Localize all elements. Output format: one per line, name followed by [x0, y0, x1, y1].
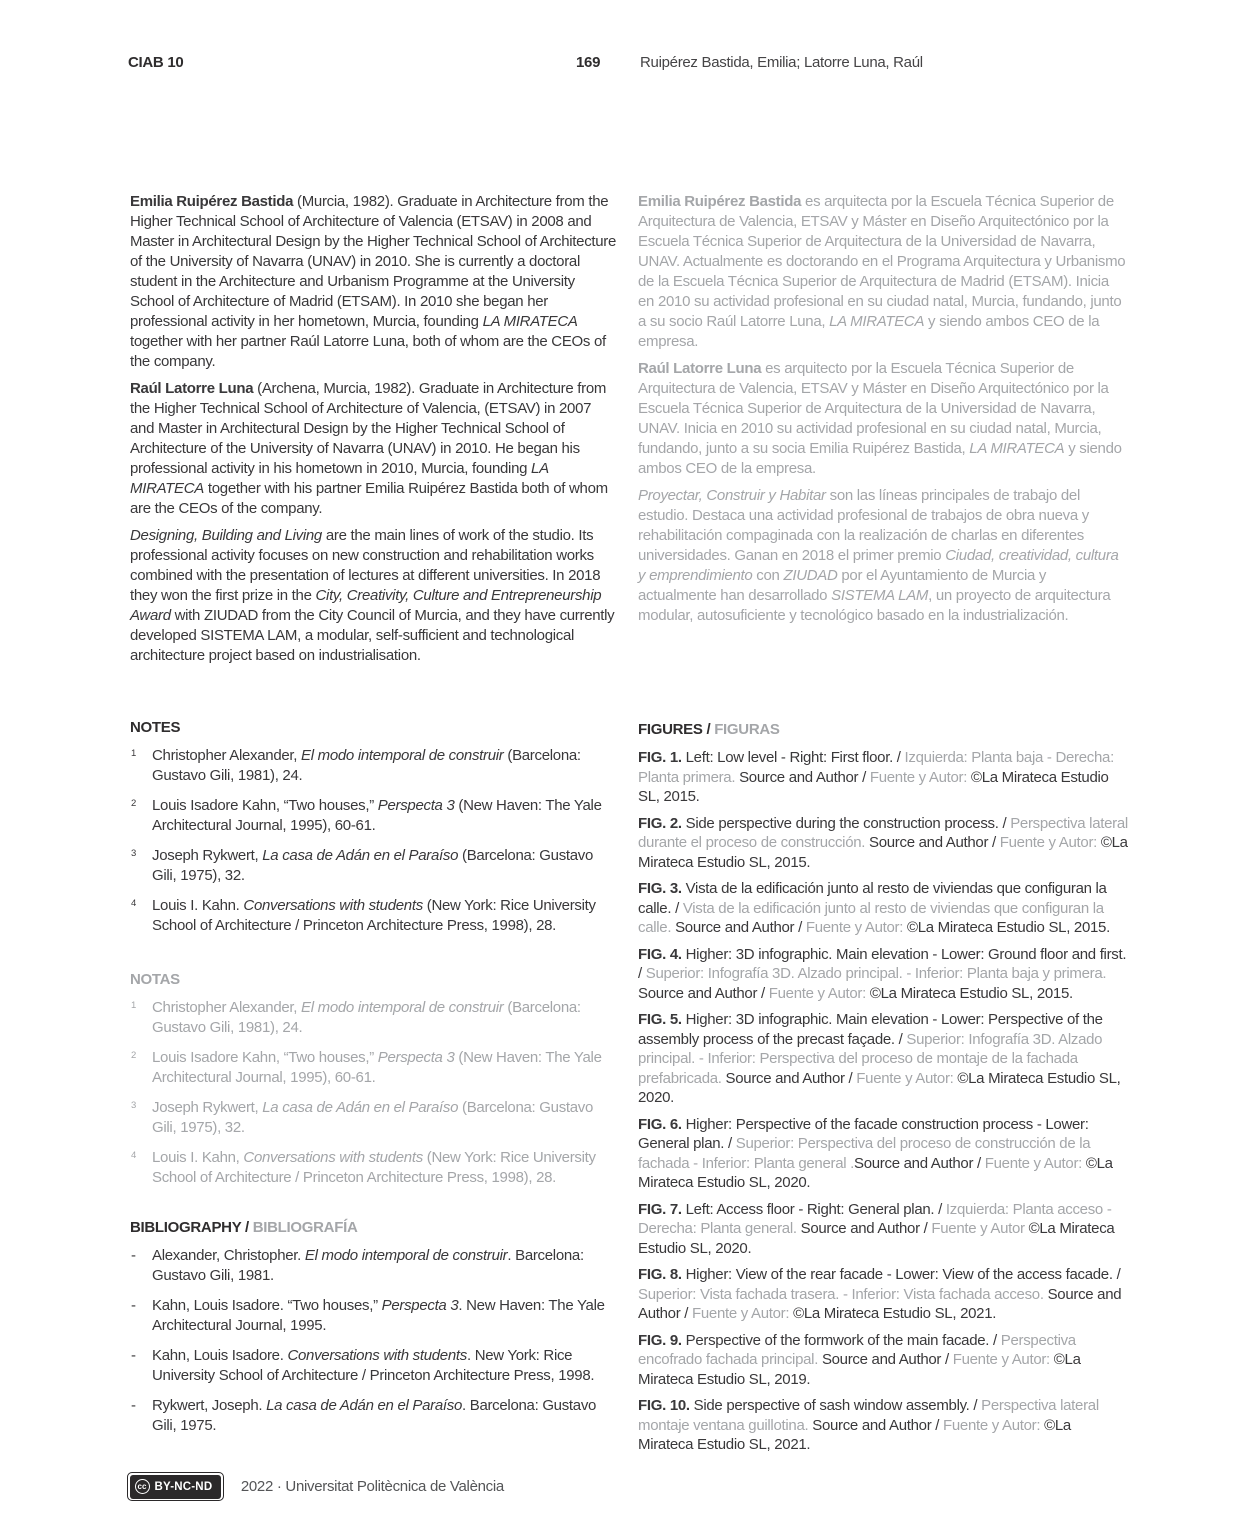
bibliography-item: - Rykwert, Joseph. La casa de Adán en el Paraíso. Barcelona: Gustavo Gili, 1975.: [131, 1397, 597, 1434]
bio-paragraph: Proyectar, Construir y Habitar son las líneas principales de trabajo del estudio. Destaca una actividad profesional de trabajos de obra nueva y rehabilitación compaginada con la realización de charlas en diferentes universidades. Ganan en 2018 el primer premio Ciudad, creatividad, cultura y emprendimiento con ZIUDAD por el Ayuntamiento de Murcia y actualmente han desarrollado SISTEMA LAM, un proyecto de arquitectura modular, autosuficiente y tecnológico basado en la industrialización.: [638, 487, 1119, 624]
figure-caption: FIG. 6. Higher: Perspective of the facade construction process - Lower: General plan. / Superior: Perspectiva del proceso de construcción de la fachada - Inferior: Planta general .Source and Author / Fuente y Autor: ©La Mirateca Estudio SL, 2020.: [638, 1115, 1113, 1191]
figure-caption: FIG. 1. Left: Low level - Right: First floor. / Izquierda: Planta baja - Derecha: Planta primera. Source and Author / Fuente y Autor: ©La Mirateca Estudio SL, 2015.: [638, 749, 1114, 805]
figure-caption: FIG. 7. Left: Access floor - Right: General plan. / Izquierda: Planta acceso - Derecha: Planta general. Source and Author / Fuente y Autor ©La Mirateca Estudio SL, 2020.: [638, 1200, 1115, 1257]
page-footer: [127, 1472, 504, 1501]
note-item: 3 Joseph Rykwert, La casa de Adán en el Paraíso (Barcelona: Gustavo Gili, 1975), 32.: [130, 846, 618, 886]
note-number: 2: [131, 798, 136, 809]
bibliography-item: - Kahn, Louis Isadore. Conversations with students. New York: Rice University School of Architecture / Princeton Architecture Press, 1998.: [131, 1347, 595, 1384]
figure-caption: FIG. 2. Side perspective during the construction process. / Perspectiva lateral durante el proceso de construcción. Source and Author / Fuente y Autor: ©La Mirateca Estudio SL, 2015.: [638, 814, 1128, 871]
bio-paragraph: Raúl Latorre Luna (Archena, Murcia, 1982). Graduate in Architecture from the Higher Technical School of Architecture of Valencia, (ETSAV) in 2007 and Master in Architectural Design by the Higher Technical School of Architecture of the University of Navarra (UNAV) in 2010. He began his professional activity in his hometown in 2010, Murcia, founding LA MIRATECA together with his partner Emilia Ruipérez Bastida both of whom are the CEOs of the company.: [130, 380, 608, 517]
bibliography-item: - Alexander, Christopher. El modo intemporal de construir. Barcelona: Gustavo Gili, 1981.: [131, 1247, 584, 1284]
list-dash: -: [131, 1297, 136, 1314]
header-authors: Ruipérez Bastida, Emilia; Latorre Luna, Raúl: [640, 54, 923, 71]
bio-paragraph: Designing, Building and Living are the main lines of work of the studio. Its professional activity focuses on new construction and rehabilitation works combined with the presentation of lectures at different universities. In 2018 they won the first prize in the City, Creativity, Culture and Entrepreneurship Award with ZIUDAD from the City Council of Murcia, and they have currently developed SISTEMA LAM, a modular, self-sufficient and technological architecture project based on industrialisation.: [130, 527, 615, 664]
figure-caption: FIG. 3. Vista de la edificación junto al resto de viviendas que configuran la calle. / Vista de la edificación junto al resto de viviendas que configuran la calle. Source and Author / Fuente y Autor: ©La Mirateca Estudio SL, 2015.: [638, 880, 1110, 936]
notas-section: [130, 970, 618, 1198]
bio-paragraph: Emilia Ruipérez Bastida es arquitecta por la Escuela Técnica Superior de Arquitectura de Valencia, ETSAV y Máster en Diseño Arquitectónico por la Escuela Técnica Superior de Arquitectura de la Universidad de Navarra, UNAV. Actualmente es doctorando en el Programa Arquitectura y Urbanismo de la Escuela Técnica Superior de Arquitectura de Madrid (ETSAM). Inicia en 2010 su actividad profesional en su ciudad natal, Murcia, fundando, junto a su socio Raúl Latorre Luna, LA MIRATECA y siendo ambos CEO de la empresa.: [638, 193, 1126, 350]
figure-caption: FIG. 4. Higher: 3D infographic. Main elevation - Lower: Ground floor and first. / Superior: Infografía 3D. Alzado principal. - Inferior: Planta baja y primera. Source and Author / Fuente y Autor: ©La Mirateca Estudio SL, 2015.: [638, 945, 1127, 1002]
bio-english-section: [130, 192, 618, 673]
notes-heading: NOTES: [130, 719, 181, 736]
figure-caption: FIG. 10. Side perspective of sash window assembly. / Perspectiva lateral montaje ventana guillotina. Source and Author / Fuente y Autor: ©La Mirateca Estudio SL, 2021.: [638, 1397, 1099, 1453]
note-number: 3: [131, 1100, 136, 1111]
cc-icon: cc: [135, 1479, 150, 1494]
figure-caption: FIG. 8. Higher: View of the rear facade - Lower: View of the access facade. / Superior: Vista fachada trasera. - Inferior: Vista fachada acceso. Source and Author / Fuente y Autor: ©La Mirateca Estudio SL, 2021.: [638, 1266, 1122, 1322]
note-number: 1: [131, 1000, 136, 1011]
notes-list: [130, 746, 618, 936]
note-number: 1: [131, 748, 136, 759]
note-item: 2 Louis Isadore Kahn, “Two houses,” Perspecta 3 (New Haven: The Yale Architectural Journal, 1995), 60-61.: [130, 1048, 618, 1088]
note-item: 4 Louis I. Kahn, Conversations with students (New York: Rice University School of Architecture / Princeton Architecture Press, 1998), 28.: [130, 1148, 618, 1188]
bio-paragraph: Emilia Ruipérez Bastida (Murcia, 1982). Graduate in Architecture from the Higher Technical School of Architecture of Valencia (ETSAV) in 2008 and Master in Architectural Design by the Higher Technical School of Architecture of the University of Navarra (UNAV) in 2010. She is currently a doctoral student in the Architecture and Urbanism Programme at the University School of Architecture of Madrid (ETSAM). In 2010 she began her professional activity in her hometown, Murcia, founding LA MIRATECA together with her partner Raúl Latorre Luna, both of whom are the CEOs of the company.: [130, 193, 617, 370]
figure-caption: FIG. 9. Perspective of the formwork of the main facade. / Perspectiva encofrado fachada principal. Source and Author / Fuente y Autor: ©La Mirateca Estudio SL, 2019.: [638, 1331, 1081, 1388]
note-item: 3 Joseph Rykwert, La casa de Adán en el Paraíso (Barcelona: Gustavo Gili, 1975), 32.: [130, 1098, 618, 1138]
note-item: 4 Louis I. Kahn. Conversations with students (New York: Rice University School of Architecture / Princeton Architecture Press, 1998), 28.: [130, 896, 618, 936]
list-dash: -: [131, 1347, 136, 1364]
figures-heading-es: FIGURAS: [714, 721, 780, 738]
note-item: 2 Louis Isadore Kahn, “Two houses,” Perspecta 3 (New Haven: The Yale Architectural Journal, 1995), 60-61.: [130, 796, 618, 836]
list-dash: -: [131, 1247, 136, 1264]
note-number: 4: [131, 1150, 136, 1161]
bibliography-section: [130, 1218, 618, 1446]
journal-title: CIAB 10: [128, 54, 184, 71]
bibliography-heading-en: BIBLIOGRAPHY /: [130, 1219, 253, 1236]
notes-section: [130, 718, 618, 946]
bibliography-list: [130, 1246, 618, 1436]
note-item: 1 Christopher Alexander, El modo intemporal de construir (Barcelona: Gustavo Gili, 1981), 24.: [130, 746, 618, 786]
bibliography-heading-es: BIBLIOGRAFÍA: [252, 1219, 358, 1236]
figure-caption: FIG. 5. Higher: 3D infographic. Main elevation - Lower: Perspective of the assembly process of the precast façade. / Superior: Infografía 3D. Alzado principal. - Inferior: Perspectiva del proceso de montaje de la fachada prefabricada. Source and Author / Fuente y Autor: ©La Mirateca Estudio SL, 2020.: [638, 1011, 1121, 1106]
note-number: 4: [131, 898, 136, 909]
notas-list: [130, 998, 618, 1188]
footer-credit: 2022 · Universitat Politècnica de València: [240, 1477, 504, 1495]
figures-heading-en: FIGURES /: [638, 721, 715, 738]
bio-spanish-section: [638, 192, 1128, 633]
list-dash: -: [131, 1397, 136, 1414]
figures-heading: [638, 720, 1128, 740]
figures-section: [638, 720, 1128, 1462]
cc-license-badge: [127, 1472, 224, 1501]
note-number: 2: [131, 1050, 136, 1061]
bio-paragraph: Raúl Latorre Luna es arquitecto por la Escuela Técnica Superior de Arquitectura de Valencia, ETSAV y Máster en Diseño Arquitectónico por la Escuela Técnica Superior de Arquitectura de la Universidad de Navarra, UNAV. Inicia en 2010 su actividad profesional en su ciudad natal, Murcia, fundando, junto a su socia Emilia Ruipérez Bastida, LA MIRATECA y siendo ambos CEO de la empresa.: [638, 360, 1122, 477]
figures-list: [638, 748, 1128, 1455]
notas-heading: NOTAS: [130, 971, 180, 988]
cc-license-label: BY-NC-ND: [154, 1480, 213, 1493]
bibliography-heading: [130, 1218, 618, 1238]
page-number: 169: [576, 54, 601, 71]
note-number: 3: [131, 848, 136, 859]
bibliography-item: - Kahn, Louis Isadore. “Two houses,” Perspecta 3. New Haven: The Yale Architectural Journal, 1995.: [131, 1297, 605, 1334]
note-item: 1 Christopher Alexander, El modo intemporal de construir (Barcelona: Gustavo Gili, 1981), 24.: [130, 998, 618, 1038]
